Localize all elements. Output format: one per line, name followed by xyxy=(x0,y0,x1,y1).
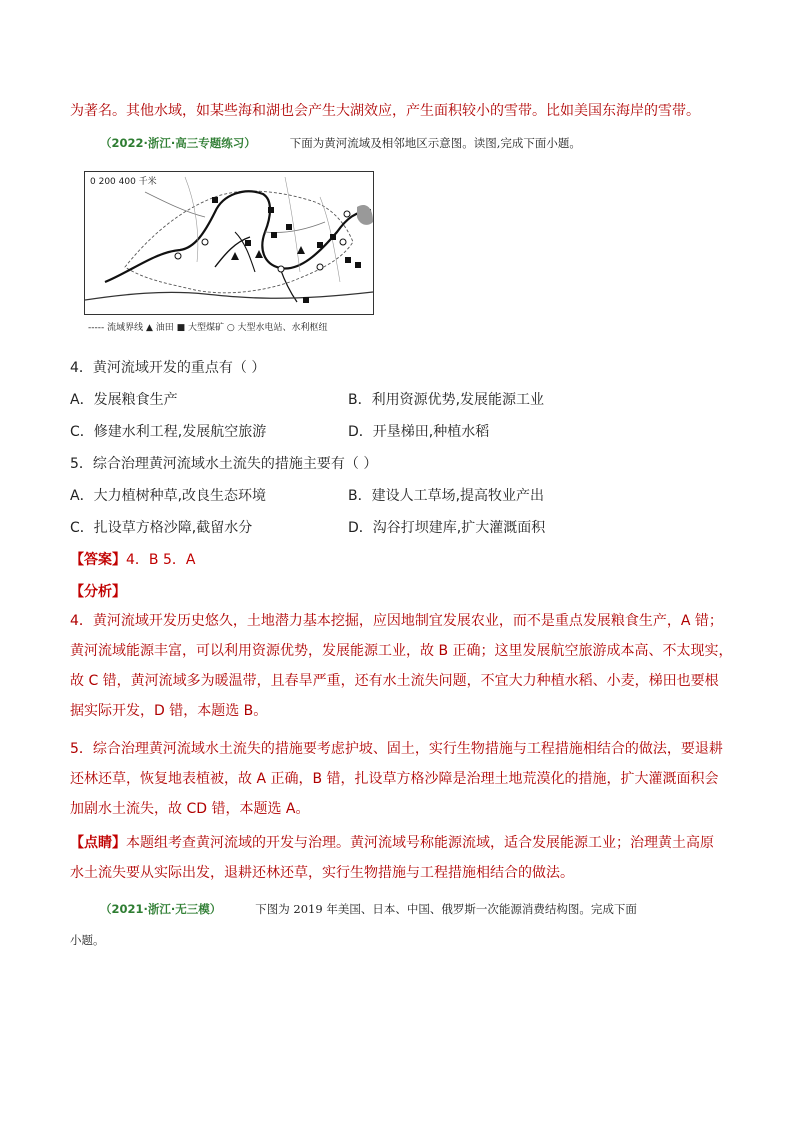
question-4-option-c: C．修建水利工程,发展航空旅游 xyxy=(70,424,267,440)
dianjing-line-1 xyxy=(70,828,714,858)
analysis-5-line-1: 5．综合治理黄河流域水土流失的措施要考虑护坡、固土，实行生物措施与工程措施相结合的做法，要退耕 xyxy=(70,741,723,757)
map-legend: ----- 流域界线 ▲ 油田 ■ 大型煤矿 ○ 大型水电站、水利枢纽 xyxy=(88,323,328,333)
question-5-option-c: C．扎设草方格沙障,截留水分 xyxy=(70,520,253,536)
analysis-label: 【分析】 xyxy=(70,584,126,600)
question-5-option-b: B．建设人工草场,提高牧业产出 xyxy=(348,488,545,504)
section-2-intro-cont: 小题。 xyxy=(70,933,105,947)
section-1-source: （2022·浙江·高三专题练习） xyxy=(100,136,256,150)
question-5-stem: 5．综合治理黄河流域水土流失的措施主要有（ ） xyxy=(70,456,378,472)
analysis-4-line-1: 4．黄河流域开发历史悠久，土地潜力基本挖掘，应因地制宜发展农业，而不是重点发展粮食生产，A 错； xyxy=(70,613,723,629)
dianjing-text-1: 本题组考查黄河流域的开发与治理。黄河流域号称能源流域，适合发展能源工业；治理黄土高原 xyxy=(126,835,714,851)
answer-label: 【答案】 xyxy=(70,552,126,568)
section-2-source: （2021·浙江·无三模） xyxy=(100,902,222,916)
question-4-option-a: A．发展粮食生产 xyxy=(70,392,178,408)
section-2-intro: 下图为 2019 年美国、日本、中国、俄罗斯一次能源消费结构图。完成下面 xyxy=(255,902,637,916)
question-5-option-a: A．大力植树种草,改良生态环境 xyxy=(70,488,267,504)
analysis-5-line-2: 还林还草，恢复地表植被，故 A 正确，B 错，扎设草方格沙障是治理土地荒漠化的措施，扩大灌溉面积会 xyxy=(70,771,719,787)
answer-text: 4．B 5．A xyxy=(126,552,196,568)
question-4-option-b: B．利用资源优势,发展能源工业 xyxy=(348,392,545,408)
analysis-4-line-2: 黄河流域能源丰富，可以利用资源优势，发展能源工业，故 B 正确；这里发展航空旅游成本高、不太现实， xyxy=(70,643,733,659)
question-5-option-d: D．沟谷打坝建库,扩大灌溉面积 xyxy=(348,520,546,536)
section-2-header xyxy=(100,901,637,917)
analysis-4-line-4: 据实际开发，D 错，本题选 B。 xyxy=(70,703,268,719)
answer-line xyxy=(70,549,195,569)
map-scale: 0 200 400 千米 xyxy=(88,174,159,187)
map-drawing xyxy=(85,172,373,314)
question-4-option-d: D．开垦梯田,种植水稻 xyxy=(348,424,490,440)
section-1-intro: 下面为黄河流域及相邻地区示意图。读图,完成下面小题。 xyxy=(289,136,581,150)
question-4-stem: 4．黄河流域开发的重点有（ ） xyxy=(70,360,266,376)
continuation-line: 为著名。其他水域，如某些海和湖也会产生大湖效应，产生面积较小的雪带。比如美国东海岸的雪带。 xyxy=(70,103,700,119)
dianjing-line-2: 水土流失要从实际出发，退耕还林还草，实行生物措施与工程措施相结合的做法。 xyxy=(70,865,574,881)
yellow-river-map xyxy=(84,171,374,315)
dianjing-label: 【点睛】 xyxy=(70,835,126,851)
analysis-5-line-3: 加剧水土流失，故 CD 错，本题选 A。 xyxy=(70,801,310,817)
analysis-4-line-3: 故 C 错，黄河流域多为暖温带，且春旱严重，还有水土流失问题，不宜大力种植水稻、小麦，梯田也要根 xyxy=(70,673,719,689)
section-1-header xyxy=(100,135,581,151)
